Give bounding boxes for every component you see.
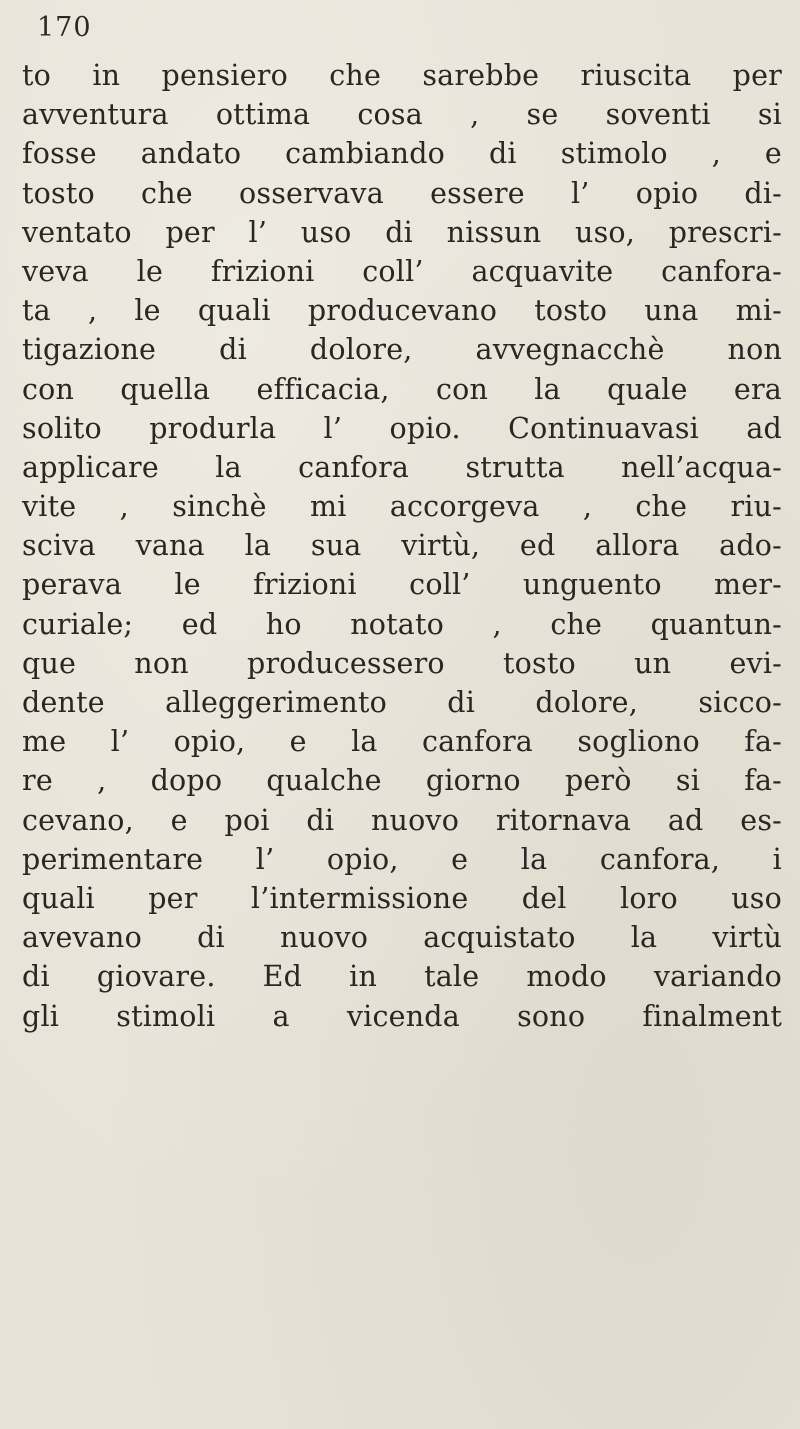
text-line: di giovare. Ed in tale modo variando <box>22 960 782 994</box>
text-line: ventato per l’ uso di nissun uso, prescri- <box>22 215 782 249</box>
text-line: solito produrla l’ opio. Continuavasi ad <box>22 411 782 445</box>
text-line: veva le frizioni coll’ acquavite canfora- <box>22 254 782 288</box>
text-line: cevano, e poi di nuovo ritornava ad es- <box>22 803 782 837</box>
text-line: re , dopo qualche giorno però si fa- <box>22 764 782 798</box>
text-line: ta , le quali producevano tosto una mi- <box>22 294 782 328</box>
text-line: applicare la canfora strutta nell’acqua- <box>22 450 782 484</box>
body-text <box>22 56 792 1036</box>
text-line: gli stimoli a vicenda sono finalment <box>22 999 782 1033</box>
text-line: perava le frizioni coll’ unguento mer- <box>22 568 782 602</box>
text-line: tigazione di dolore, avvegnacchè non <box>22 333 782 367</box>
text-line: vite , sinchè mi accorgeva , che riu- <box>22 490 782 524</box>
text-line: que non producessero tosto un evi- <box>22 646 782 680</box>
text-line: me l’ opio, e la canfora sogliono fa- <box>22 725 782 759</box>
text-line: sciva vana la sua virtù, ed allora ado- <box>22 529 782 563</box>
text-line: fosse andato cambiando di stimolo , e <box>22 137 782 171</box>
text-line: avventura ottima cosa , se soventi si <box>22 98 782 132</box>
text-line: curiale; ed ho notato , che quantun- <box>22 607 782 641</box>
text-line: tosto che osservava essere l’ opio di- <box>22 176 782 210</box>
text-line: quali per l’intermissione del loro uso <box>22 881 782 915</box>
text-line: dente alleggerimento di dolore, sicco- <box>22 686 782 719</box>
text-line: perimentare l’ opio, e la canfora, i <box>22 842 782 876</box>
text-line: to in pensiero che sarebbe riuscita per <box>22 59 782 92</box>
text-line: avevano di nuovo acquistato la virtù <box>22 921 782 955</box>
text-line: con quella efficacia, con la quale era <box>22 372 782 406</box>
page-number: 170 <box>37 12 92 43</box>
